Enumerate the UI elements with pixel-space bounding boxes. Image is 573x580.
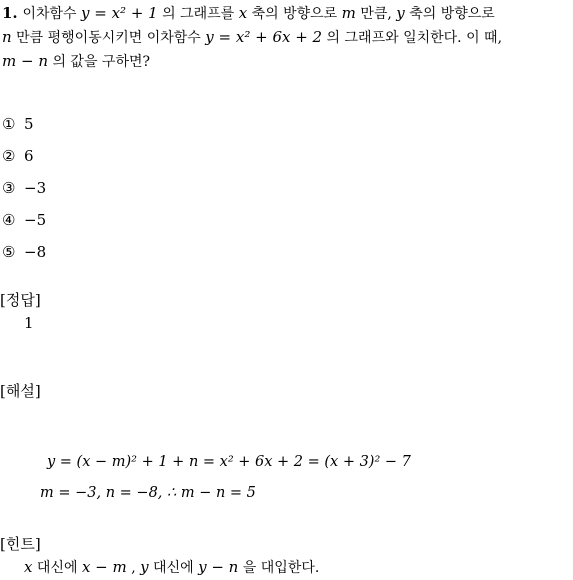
answer-value: 1 [24,314,34,332]
question-text: 축의 방향으로 [247,6,342,22]
math-expr: y [140,558,149,576]
question-text: 만큼 평행이동시키면 이차함수 [11,30,206,46]
hint-word: 을 대입한다. [238,560,320,576]
math-expr: x − m [81,558,127,576]
choice-2[interactable] [2,144,34,168]
math-expr: x [24,558,33,576]
math-expr: y = x² + 6x + 2 [205,28,323,46]
question-text: 이차함수 [22,6,81,22]
math-expr: m − n [2,52,48,70]
question-line-1 [2,1,495,26]
hint-text [24,555,319,580]
answer-label: [정답] [0,291,41,309]
explanation-line-2: m = −3, n = −8, ∴ m − n = 5 [40,485,256,501]
choice-value: −5 [24,211,47,229]
question-text: 축의 방향으로 [404,6,495,22]
choice-1[interactable] [2,112,34,136]
choice-value: −8 [24,243,47,261]
choice-5[interactable] [2,240,46,264]
choice-value: 6 [24,147,34,165]
question-line-2 [2,25,502,50]
explanation-line-1: y = (x − m)² + 1 + n = x² + 6x + 2 = (x + 3)² − 7 [47,454,411,470]
question-number: 1. [2,4,18,22]
math-expr: y [396,4,405,22]
choice-marker: ④ [2,211,16,229]
hint-word: , [126,560,141,576]
question-text: 의 그래프를 [157,6,239,22]
explanation-label: [해설] [0,382,41,400]
choice-4[interactable] [2,208,46,232]
math-expr: x [238,4,248,22]
question-text: 의 그래프와 일치한다. 이 때, [322,30,503,46]
choice-value: 5 [24,115,34,133]
hint-word: 대신에 [32,560,82,576]
question-text: 의 값을 구하면? [48,54,151,70]
question-line-3 [2,49,150,74]
choice-marker: ⑤ [2,243,16,261]
choice-marker: ② [2,147,16,165]
hint-label: [힌트] [0,535,41,553]
question-text: 만큼, [355,6,397,22]
math-expr: n [2,28,12,46]
math-expr: y = x² + 1 [81,4,158,22]
math-expr: m [341,4,356,22]
choice-marker: ③ [2,179,16,197]
hint-word: 대신에 [148,560,199,576]
choice-3[interactable] [2,176,46,200]
choice-marker: ① [2,115,16,133]
choice-value: −3 [24,179,47,197]
math-expr: y − n [198,558,239,576]
